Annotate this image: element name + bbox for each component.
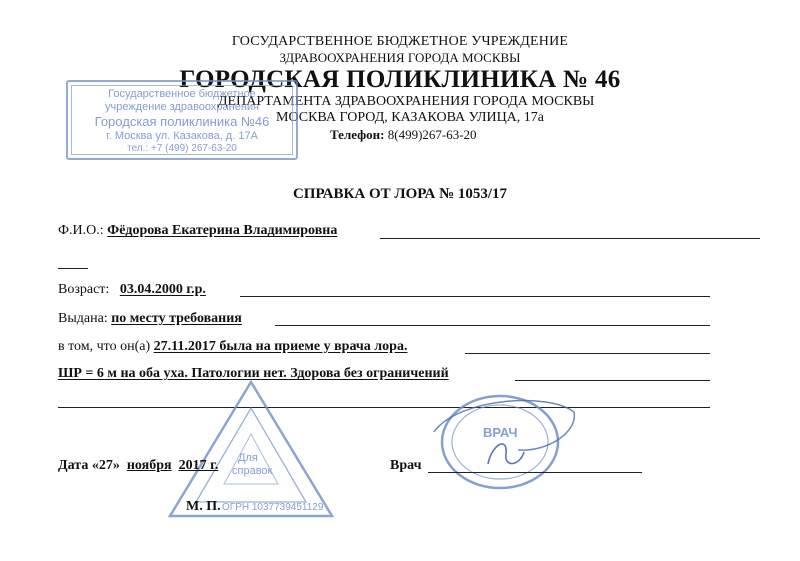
stamp-rect-line-2: учреждение здравоохранения — [104, 101, 260, 113]
date-row — [58, 458, 218, 474]
stamp-rect-line-3: Городская поликлиника №46 — [94, 114, 270, 129]
stamp-rect-line-1: Государственное бюджетное — [108, 88, 256, 100]
fact-row — [58, 339, 407, 355]
date-year: 2017 г. — [178, 458, 219, 473]
fio-underline — [380, 238, 760, 239]
issued-label: Выдана: — [58, 311, 108, 326]
date-month: ноября — [126, 458, 172, 473]
clinic-name: ГОРОДСКАЯ ПОЛИКЛИНИКА № 46 — [179, 66, 621, 93]
phone-line — [330, 127, 477, 143]
fact-label: в том, что он(а) — [58, 339, 151, 354]
fio-label: Ф.И.О.: — [58, 223, 104, 238]
mp-label: М. П. — [186, 499, 221, 514]
fio-row — [58, 223, 337, 239]
stamp-rect-line-4: г. Москва ул. Казакова, д. 17А — [106, 130, 258, 142]
issued-row — [58, 311, 242, 327]
age-underline — [240, 296, 710, 297]
issued-underline — [275, 325, 710, 326]
rectangular-stamp — [66, 80, 298, 160]
date-text: Дата «27» — [58, 458, 120, 473]
age-row — [58, 282, 206, 298]
age-value: 03.04.2000 г.р. — [119, 282, 206, 297]
result-underline — [515, 380, 710, 381]
result-value: ШР = 6 м на оба уха. Патологии нет. Здорова без ограничений — [58, 366, 449, 381]
address-line: МОСКВА ГОРОД, КАЗАКОВА УЛИЦА, 17а — [276, 110, 545, 125]
doctor-signature-line — [428, 472, 642, 473]
phone-value: 8(499)267-63-20 — [387, 127, 477, 142]
triangle-stamp-ogrn: ОГРН 1037739451129 — [222, 502, 324, 513]
round-stamp-text: ВРАЧ — [483, 425, 518, 440]
age-label: Возраст: — [58, 282, 110, 297]
department-line: ДЕПАРТАМЕНТА ЗДРАВООХРАНЕНИЯ ГОРОДА МОСКВЫ — [218, 94, 595, 109]
fact-underline — [465, 353, 710, 354]
issued-value: по месту требования — [111, 311, 242, 326]
round-stamp — [428, 392, 578, 496]
org-line-1: ГОСУДАРСТВЕННОЕ БЮДЖЕТНОЕ УЧРЕЖДЕНИЕ — [231, 34, 569, 49]
org-line-2: ЗДРАВООХРАНЕНИЯ ГОРОДА МОСКВЫ — [279, 50, 521, 65]
doctor-label: Врач — [390, 458, 422, 473]
triangle-stamp-text-1: Для — [238, 452, 258, 464]
fio-value: Фёдорова Екатерина Владимировна — [107, 223, 338, 238]
stamp-rect-line-5: тел.: +7 (499) 267-63-20 — [127, 143, 237, 154]
blank-line — [58, 407, 710, 408]
fact-value: 27.11.2017 была на приеме у врача лора. — [153, 339, 408, 354]
phone-label: Телефон: — [330, 127, 385, 142]
triangle-stamp-text-2: справок — [232, 465, 273, 477]
document-title: СПРАВКА ОТ ЛОРА № 1053/17 — [292, 186, 508, 202]
fio-continuation-line — [58, 268, 88, 269]
